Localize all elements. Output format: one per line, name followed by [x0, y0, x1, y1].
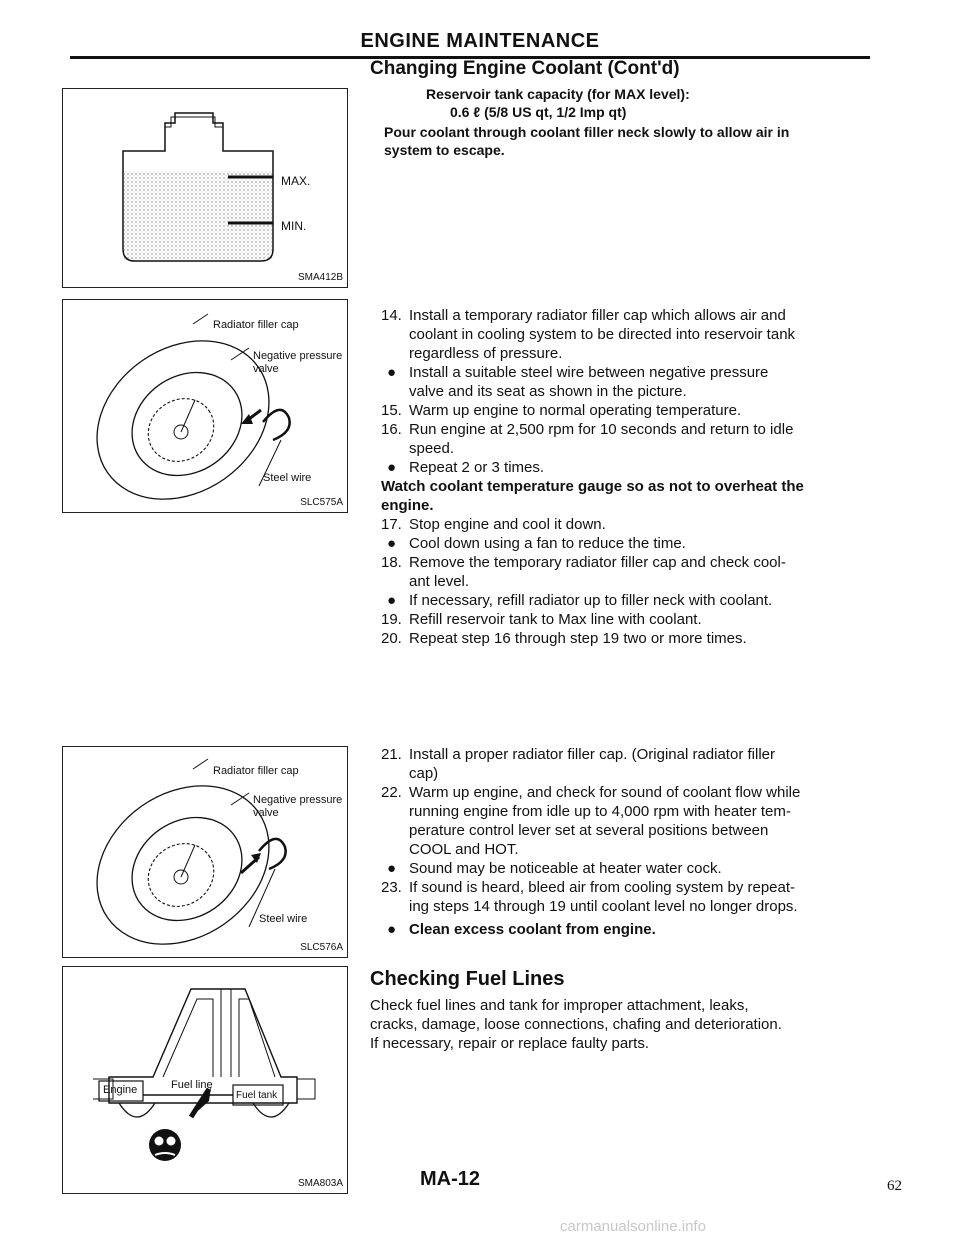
- step-19: [381, 610, 871, 629]
- step-15: [381, 401, 871, 420]
- fuel-lines-line3: If necessary, repair or replace faulty parts.: [370, 1035, 650, 1052]
- reservoir-capacity-label: Reservoir tank capacity (for MAX level):: [426, 86, 690, 102]
- step-text: Repeat step 16 through step 19 two or more times.: [409, 630, 747, 647]
- bullet-icon: ●: [387, 860, 397, 877]
- step-23: [381, 878, 871, 897]
- min-level-label: MIN.: [281, 219, 307, 233]
- negative-pressure-valve-label-2: valve: [253, 363, 279, 375]
- step-22-cont: running engine from idle up to 4,000 rpm with heater tem-: [409, 803, 791, 820]
- step-number: 14.: [381, 307, 402, 324]
- bullet-icon: ●: [387, 921, 397, 938]
- bullet-text: Install a suitable steel wire between negative pressure: [409, 364, 769, 381]
- watermark-text: carmanualsonline.info: [560, 1218, 706, 1235]
- step-number: 19.: [381, 611, 402, 628]
- bullet-text: Repeat 2 or 3 times.: [409, 459, 545, 476]
- step-number: 22.: [381, 784, 402, 801]
- section-title-checking-fuel-lines: Checking Fuel Lines: [370, 968, 565, 990]
- steps-14-to-20: [381, 306, 871, 648]
- step-22-cont-2: perature control lever set at several positions between: [409, 822, 769, 839]
- step-text: Install a proper radiator filler cap. (Original radiator filler: [409, 746, 775, 763]
- bullet-icon: ●: [387, 459, 397, 476]
- step-number: 21.: [381, 746, 402, 763]
- page-code: MA-12: [420, 1168, 481, 1190]
- overheat-warning-cont: engine.: [381, 497, 434, 514]
- step-text: If sound is heard, bleed air from cooling system by repeat-: [409, 879, 796, 896]
- step-text: Install a temporary radiator filler cap which allows air and: [409, 307, 786, 324]
- negative-pressure-valve-label: Negative pressure: [253, 794, 343, 806]
- steel-wire-label: Steel wire: [263, 472, 312, 484]
- step-number: 18.: [381, 554, 402, 571]
- step-21-cont: cap): [409, 765, 439, 782]
- figure-code: SMA412B: [297, 272, 343, 283]
- pour-coolant-note-line1: Pour coolant through coolant filler neck slowly to allow air in: [384, 124, 790, 140]
- step-17: [381, 515, 871, 534]
- bullet-item: [381, 458, 871, 477]
- fuel-lines-line1: Check fuel lines and tank for improper attachment, leaks,: [370, 997, 749, 1014]
- radiator-filler-cap-label: Radiator filler cap: [213, 319, 299, 331]
- negative-pressure-valve-label: Negative pressure: [253, 350, 343, 362]
- step-number: 16.: [381, 421, 402, 438]
- step-18-cont: ant level.: [409, 573, 470, 590]
- bullet-item: [381, 534, 871, 553]
- bullet-item-clean-coolant: [381, 920, 871, 939]
- steps-21-to-23: [381, 745, 871, 939]
- pour-coolant-note: [384, 123, 789, 159]
- pour-coolant-note-line2: system to escape.: [384, 142, 505, 158]
- step-14-cont-2: regardless of pressure.: [409, 345, 563, 362]
- step-20: [381, 629, 871, 648]
- bullet-icon: ●: [387, 535, 397, 552]
- fuel-tank-label: Fuel tank: [236, 1090, 278, 1101]
- step-text: Warm up engine, and check for sound of coolant flow while: [409, 784, 801, 801]
- step-14-cont: coolant in cooling system to be directed into reservoir tank: [409, 326, 796, 343]
- step-18: [381, 553, 871, 572]
- step-number: 23.: [381, 879, 402, 896]
- negative-pressure-valve-label-2: valve: [253, 807, 279, 819]
- max-level-label: MAX.: [281, 174, 311, 188]
- figure-reservoir-tank: [62, 88, 348, 288]
- step-22: [381, 783, 871, 802]
- figure-code: SMA803A: [297, 1178, 343, 1189]
- figure-radiator-cap-steel-wire: [62, 299, 348, 513]
- step-number: 17.: [381, 516, 402, 533]
- section-title-changing-coolant: Changing Engine Coolant (Cont'd): [370, 58, 680, 79]
- step-16-cont: speed.: [409, 440, 455, 457]
- bullet-icon: ●: [387, 364, 397, 381]
- page-header-title: ENGINE MAINTENANCE: [360, 30, 600, 52]
- bullet-icon: ●: [387, 592, 397, 609]
- steel-wire-label: Steel wire: [259, 913, 308, 925]
- step-text: Warm up engine to normal operating temperature.: [409, 402, 742, 419]
- figure-code: SLC575A: [300, 497, 343, 508]
- reservoir-tank-drawing: [63, 89, 347, 287]
- step-number: 20.: [381, 630, 402, 647]
- step-text: Stop engine and cool it down.: [409, 516, 606, 533]
- radiator-filler-cap-label: Radiator filler cap: [213, 765, 299, 777]
- bullet-text: Sound may be noticeable at heater water cock.: [409, 860, 722, 877]
- step-text: Refill reservoir tank to Max line with coolant.: [409, 611, 702, 628]
- bullet-cont: valve and its seat as shown in the picture.: [409, 383, 687, 400]
- page-number: 62: [887, 1178, 902, 1194]
- bullet-text: If necessary, refill radiator up to filler neck with coolant.: [409, 592, 773, 609]
- bullet-item: [381, 363, 871, 382]
- step-14: [381, 306, 871, 325]
- figure-fuel-lines-car: [62, 966, 348, 1194]
- fuel-line-label: Fuel line: [171, 1079, 213, 1091]
- engine-label: Engine: [103, 1084, 138, 1096]
- step-16: [381, 420, 871, 439]
- step-number: 15.: [381, 402, 402, 419]
- fuel-lines-line2: cracks, damage, loose connections, chafing and deterioration.: [370, 1016, 782, 1033]
- bullet-item: [381, 859, 871, 878]
- step-23-cont: ing steps 14 through 19 until coolant level no longer drops.: [409, 898, 798, 915]
- reservoir-capacity-value: 0.6 ℓ (5/8 US qt, 1/2 Imp qt): [450, 104, 627, 120]
- figure-code: SLC576A: [300, 942, 343, 953]
- step-22-cont-3: COOL and HOT.: [409, 841, 519, 858]
- bullet-item: [381, 591, 871, 610]
- step-21: [381, 745, 871, 764]
- overheat-warning: Watch coolant temperature gauge so as not to overheat the: [381, 478, 804, 495]
- bullet-text: Clean excess coolant from engine.: [409, 921, 656, 938]
- step-text: Remove the temporary radiator filler cap and check cool-: [409, 554, 786, 571]
- bullet-text: Cool down using a fan to reduce the time.: [409, 535, 686, 552]
- fuel-lines-paragraph: [370, 996, 870, 1053]
- figure-radiator-cap: [62, 746, 348, 958]
- step-text: Run engine at 2,500 rpm for 10 seconds and return to idle: [409, 421, 794, 438]
